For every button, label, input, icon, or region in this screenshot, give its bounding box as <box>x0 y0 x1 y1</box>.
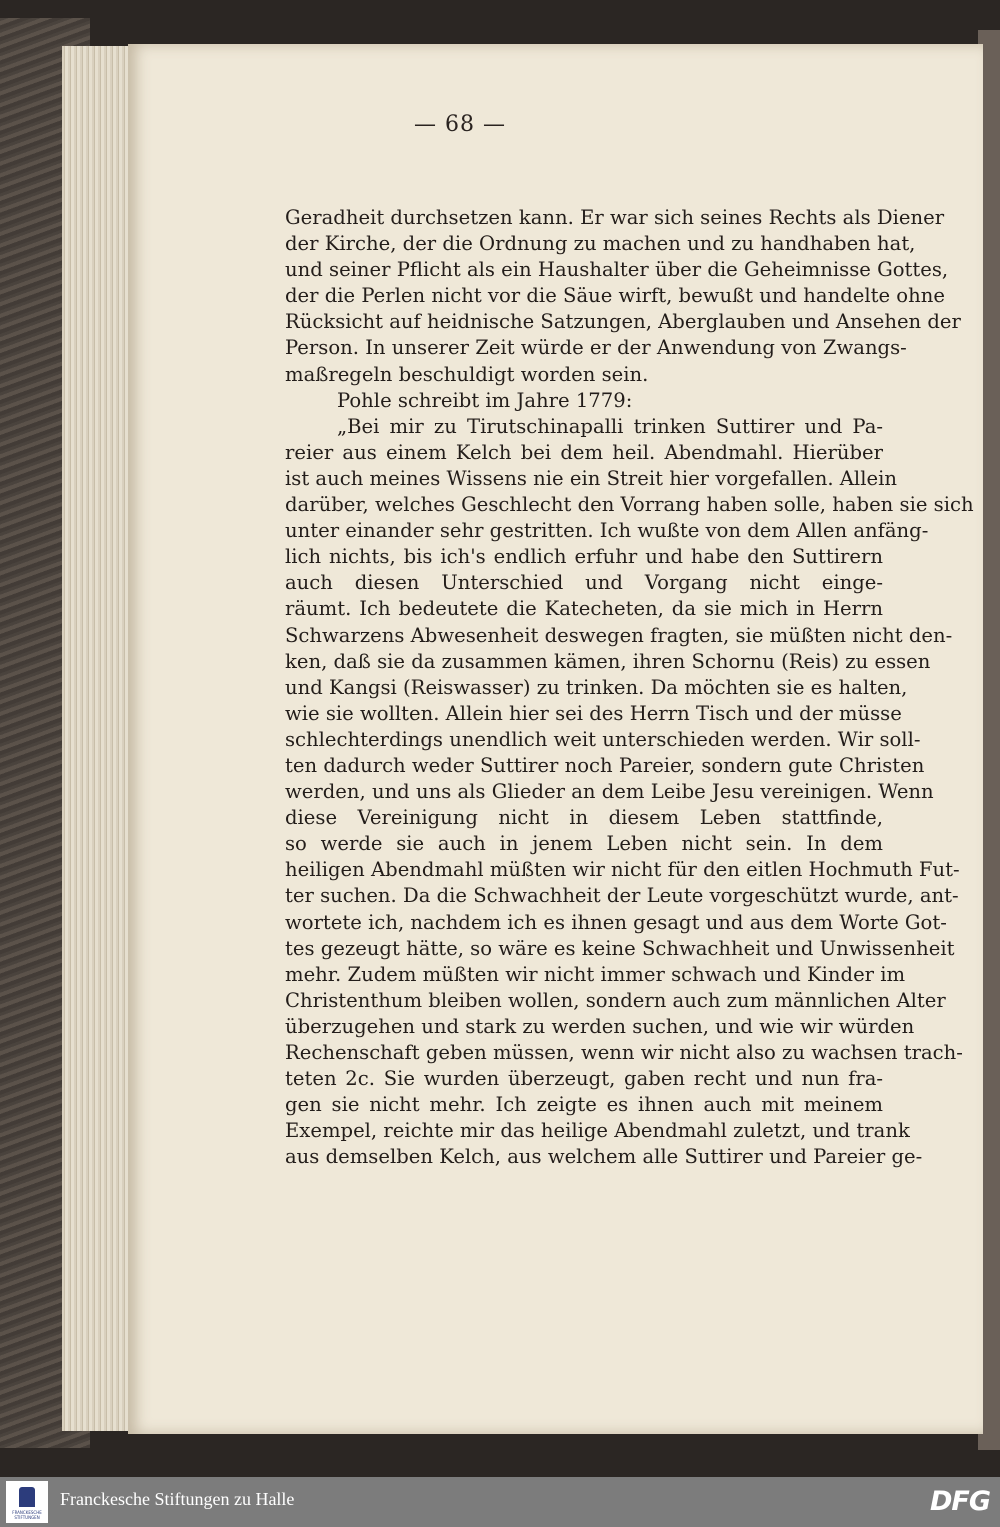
text-line: wortete ich, nachdem ich es ihnen gesagt und aus dem Worte Got- <box>285 910 947 934</box>
text-line: teten 2c. Sie wurden überzeugt, gaben recht und nun fra- <box>285 1067 883 1091</box>
text-line: überzugehen und stark zu werden suchen, und wie wir würden <box>285 1014 915 1038</box>
text-line: lich nichts, bis ich's endlich erfuhr und habe den Suttirern <box>285 545 883 569</box>
text-line: räumt. Ich bedeutete die Katecheten, da sie mich in Herrn <box>285 597 883 621</box>
text-line: der die Perlen nicht vor die Säue wirft, bewußt und handelte ohne <box>285 284 945 308</box>
logo-text: FRANCKESCHE STIFTUNGEN <box>12 1510 42 1520</box>
text-line: werden, und uns als Glieder an dem Leibe Jesu vereinigen. Wenn <box>285 780 934 804</box>
text-line: tes gezeugt hätte, so wäre es keine Schwachheit und Unwissenheit <box>285 936 955 960</box>
text-line: ken, daß sie da zusammen kämen, ihren Schornu (Reis) zu essen <box>285 649 931 673</box>
text-line: und Kangsi (Reiswasser) zu trinken. Da möchten sie es halten, <box>285 675 908 699</box>
text-line: Pohle schreibt im Jahre 1779: <box>337 388 633 412</box>
footer-title[interactable]: Franckesche Stiftungen zu Halle <box>60 1489 295 1509</box>
text-line: auch diesen Unterschied und Vorgang nicht einge- <box>285 571 883 595</box>
text-line: reier aus einem Kelch bei dem heil. Abendmahl. Hierüber <box>285 440 883 464</box>
page-number: — 68 — <box>414 112 506 137</box>
text-line: unter einander sehr gestritten. Ich wußte von dem Allen anfäng- <box>285 519 929 543</box>
text-line: so werde sie auch in jenem Leben nicht sein. In dem <box>285 832 883 856</box>
text-line: Person. In unserer Zeit würde er der Anwendung von Zwangs- <box>285 336 907 360</box>
dfg-logo[interactable]: DFG <box>929 1486 990 1517</box>
text-line: Christenthum bleiben wollen, sondern auch zum männlichen Alter <box>285 988 946 1012</box>
text-line: Rechenschaft geben müssen, wenn wir nicht also zu wachsen trach- <box>285 1041 963 1064</box>
logo-mark <box>19 1487 35 1507</box>
text-line: „Bei mir zu Tirutschinapalli trinken Suttirer und Pa- <box>337 414 883 438</box>
footer-bar <box>0 1477 1000 1527</box>
text-line: Exempel, reichte mir das heilige Abendmahl zuletzt, und trank <box>285 1119 910 1143</box>
text-line: wie sie wollten. Allein hier sei des Herrn Tisch und der müsse <box>285 701 902 725</box>
franckesche-logo-icon[interactable] <box>6 1481 48 1523</box>
page-text <box>285 205 974 1170</box>
text-line: aus demselben Kelch, aus welchem alle Suttirer und Pareier ge- <box>285 1145 923 1169</box>
text-line: der Kirche, der die Ordnung zu machen und zu handhaben hat, <box>285 232 916 256</box>
text-line: darüber, welches Geschlecht den Vorrang haben solle, haben sie sich <box>285 493 974 517</box>
text-line: diese Vereinigung nicht in diesem Leben stattfinde, <box>285 806 883 830</box>
text-line: maßregeln beschuldigt worden sein. <box>285 362 649 386</box>
text-line: und seiner Pflicht als ein Haushalter über die Geheimnisse Gottes, <box>285 258 949 282</box>
text-line: Rücksicht auf heidnische Satzungen, Aberglauben und Ansehen der <box>285 310 961 334</box>
text-line: mehr. Zudem müßten wir nicht immer schwach und Kinder im <box>285 962 906 986</box>
text-line: gen sie nicht mehr. Ich zeigte es ihnen auch mit meinem <box>285 1093 883 1117</box>
text-line: schlechterdings unendlich weit unterschieden werden. Wir soll- <box>285 727 921 751</box>
text-line: heiligen Abendmahl müßten wir nicht für den eitlen Hochmuth Fut- <box>285 858 960 882</box>
text-line: ist auch meines Wissens nie ein Streit hier vorgefallen. Allein <box>285 466 897 490</box>
text-line: ter suchen. Da die Schwachheit der Leute vorgeschützt wurde, ant- <box>285 884 959 908</box>
text-line: ten dadurch weder Suttirer noch Pareier, sondern gute Christen <box>285 753 925 777</box>
text-line: Schwarzens Abwesenheit deswegen fragten, sie müßten nicht den- <box>285 623 953 647</box>
text-line: Geradheit durchsetzen kann. Er war sich seines Rechts als Diener <box>285 206 945 229</box>
